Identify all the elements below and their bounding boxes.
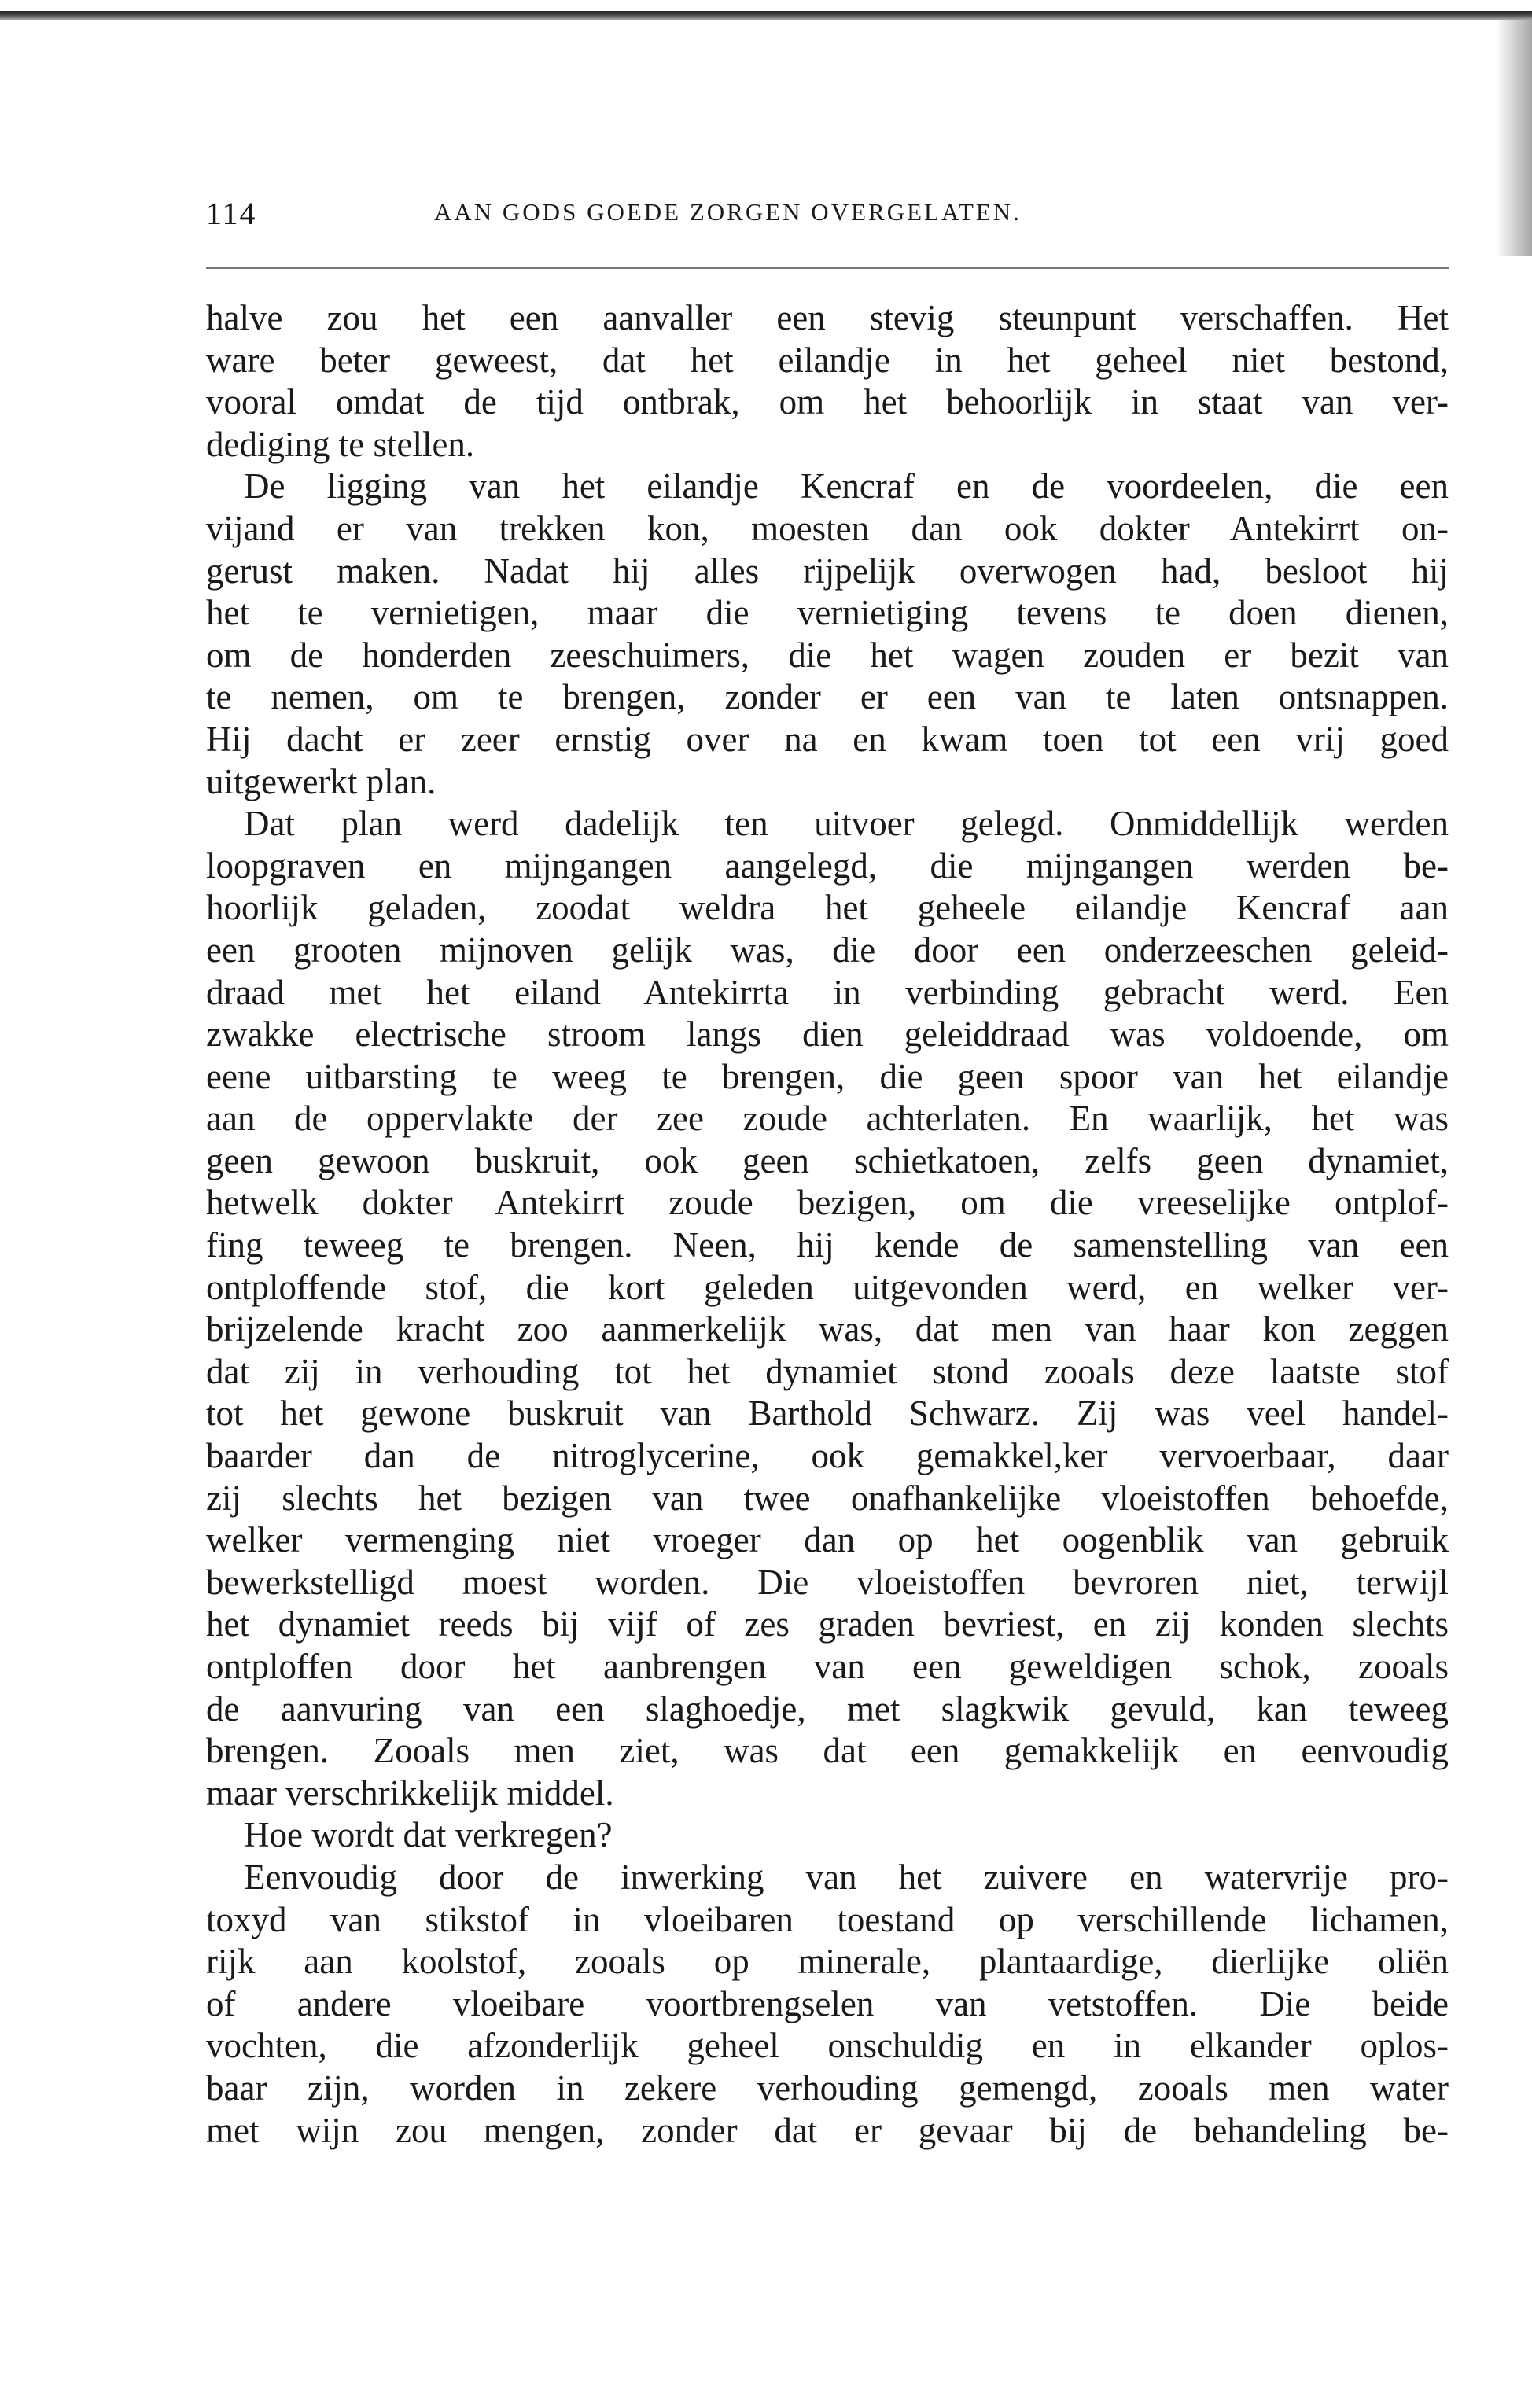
text-line: de aanvuring van een slaghoedje, met slagkwik gevuld, kan teweeg <box>206 1688 1449 1729</box>
text-line: ontploffen door het aanbrengen van een geweldigen schok, zooals <box>206 1647 1449 1686</box>
text-line: gerust maken. Nadat hij alles rijpelijk overwogen had, besloot hij <box>206 550 1449 591</box>
text-line: baar zijn, worden in zekere verhouding gemengd, zooals men water <box>206 2067 1449 2108</box>
text-line: om de honderden zeeschuimers, die het wagen zouden er bezit van <box>206 635 1449 675</box>
text-line: eene uitbarsting te weeg te brengen, die geen spoor van het eilandje <box>206 1056 1449 1096</box>
body-text <box>206 297 1449 2152</box>
text-line: De ligging van het eilandje Kencraf en de voordeelen, die een <box>244 466 1449 506</box>
text-line: zij slechts het bezigen van twee onafhankelijke vloeistoffen behoefde, <box>206 1478 1449 1518</box>
text-line: halve zou het een aanvaller een stevig steunpunt verschaffen. Het <box>206 298 1449 337</box>
page-header <box>206 195 1449 237</box>
text-line: het te vernietigen, maar die vernietiging tevens te doen dienen, <box>206 593 1449 633</box>
text-line: toxyd van stikstof in vloeibaren toestand op verschillende lichamen, <box>206 1899 1449 1939</box>
page-edge-shadow <box>1496 20 1532 256</box>
text-line: vijand er van trekken kon, moesten dan ook dokter Antekirrt on- <box>206 508 1449 548</box>
text-line: hetwelk dokter Antekirrt zoude bezigen, om die vreeselijke ontplof- <box>206 1183 1449 1223</box>
text-line: geen gewoon buskruit, ook geen schietkatoen, zelfs geen dynamiet, <box>206 1140 1449 1180</box>
top-border-rule <box>0 11 1532 20</box>
text-line: tot het gewone buskruit van Barthold Schwarz. Zij was veel handel- <box>206 1394 1449 1434</box>
text-line: brijzelende kracht zoo aanmerkelijk was, dat men van haar kon zeggen <box>206 1309 1449 1349</box>
text-line: of andere vloeibare voortbrengselen van vetstoffen. Die beide <box>206 1983 1449 2023</box>
text-line: ontploffende stof, die kort geleden uitgevonden werd, en welker ver- <box>206 1267 1449 1307</box>
text-line: zwakke electrische stroom langs dien geleiddraad was voldoende, om <box>206 1014 1449 1055</box>
text-line: ware beter geweest, dat het eilandje in het geheel niet bestond, <box>206 340 1449 380</box>
header-rule <box>206 267 1449 269</box>
text-line: met wijn zou mengen, zonder dat er gevaar bij de behandeling be- <box>206 2110 1449 2150</box>
text-line: rijk aan koolstof, zooals op minerale, plantaardige, dierlijke oliën <box>206 1942 1449 1982</box>
text-line: Hij dacht er zeer ernstig over na en kwam toen tot een vrij goed <box>206 719 1449 759</box>
text-line: baarder dan de nitroglycerine, ook gemakkel,ker vervoerbaar, daar <box>206 1436 1449 1476</box>
text-line: dat zij in verhouding tot het dynamiet stond zooals deze laatste stof <box>206 1351 1449 1391</box>
text-line: draad met het eiland Antekirrta in verbinding gebracht werd. Een <box>206 972 1449 1012</box>
text-line: maar verschrikkelijk middel. <box>206 1773 614 1813</box>
text-line: fing teweeg te brengen. Neen, hij kende de samenstelling van een <box>206 1225 1449 1265</box>
text-line: dediging te stellen. <box>206 424 475 464</box>
text-line: een grooten mijnoven gelijk was, die door een onderzeeschen geleid- <box>206 930 1449 970</box>
text-line: vooral omdat de tijd ontbrak, om het behoorlijk in staat van ver- <box>206 382 1449 422</box>
running-head: AAN GODS GOEDE ZORGEN OVERGELATEN. <box>434 198 1022 226</box>
text-line: aan de oppervlakte der zee zoude achterlaten. En waarlijk, het was <box>206 1099 1449 1139</box>
text-line: Hoe wordt dat verkregen? <box>244 1815 613 1855</box>
text-line: uitgewerkt plan. <box>206 761 436 801</box>
text-line: loopgraven en mijngangen aangelegd, die mijngangen werden be- <box>206 845 1449 886</box>
page-number: 114 <box>206 196 257 231</box>
text-line: Eenvoudig door de inwerking van het zuivere en watervrije pro- <box>244 1857 1449 1897</box>
text-line: welker vermenging niet vroeger dan op het oogenblik van gebruik <box>206 1520 1449 1560</box>
text-line: vochten, die afzonderlijk geheel onschuldig en in elkander oplos- <box>206 2026 1449 2066</box>
text-line: Dat plan werd dadelijk ten uitvoer gelegd. Onmiddellijk werden <box>244 804 1449 844</box>
text-line: hoorlijk geladen, zoodat weldra het geheele eilandje Kencraf aan <box>206 888 1449 928</box>
text-line: bewerkstelligd moest worden. Die vloeistoffen bevroren niet, terwijl <box>206 1562 1449 1602</box>
text-line: te nemen, om te brengen, zonder er een van te laten ontsnappen. <box>206 677 1449 717</box>
text-line: het dynamiet reeds bij vijf of zes graden bevriest, en zij konden slechts <box>206 1604 1449 1644</box>
text-line: brengen. Zooals men ziet, was dat een gemakkelijk en eenvoudig <box>206 1731 1449 1771</box>
